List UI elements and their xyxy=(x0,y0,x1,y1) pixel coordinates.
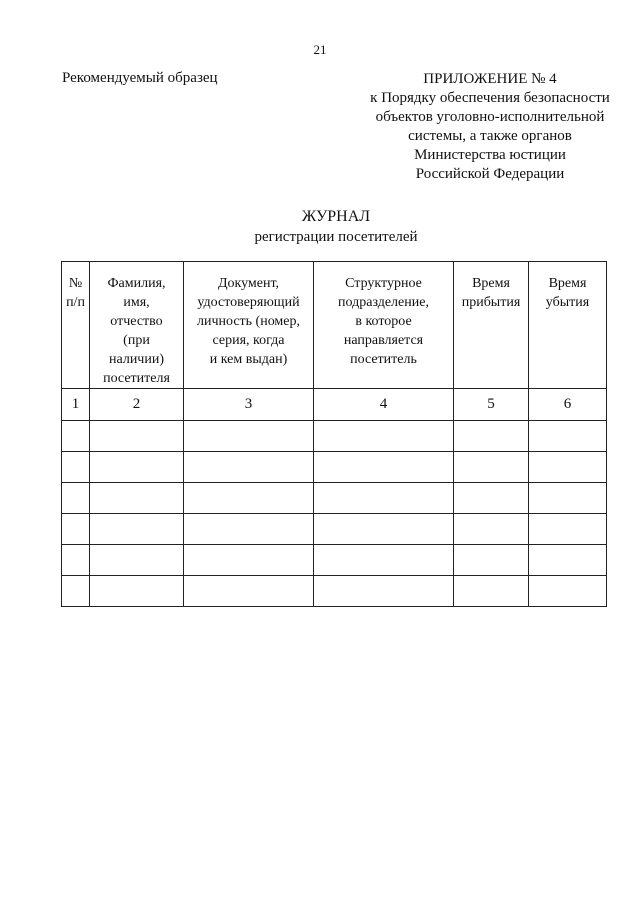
table-cell xyxy=(62,421,90,452)
table-cell xyxy=(62,545,90,576)
header-line: убытия xyxy=(545,295,590,310)
header-line: посетитель xyxy=(350,352,417,367)
appendix-line: объектов уголовно-исполнительной xyxy=(375,109,605,125)
header-line: и кем выдан) xyxy=(209,352,288,367)
column-number: 6 xyxy=(529,389,607,421)
visitors-table xyxy=(61,261,607,607)
header-departure-time xyxy=(529,262,607,389)
table-header-row xyxy=(62,262,607,389)
header-identity-document xyxy=(184,262,314,389)
header-line: (при xyxy=(123,333,150,348)
column-number: 3 xyxy=(184,389,314,421)
table-cell xyxy=(184,421,314,452)
appendix-block xyxy=(340,70,640,184)
page-number: 21 xyxy=(313,42,327,57)
header-line: серия, когда xyxy=(212,333,285,348)
table-cell xyxy=(454,545,529,576)
header-line: имя, xyxy=(123,295,150,310)
table-row xyxy=(62,483,607,514)
table-cell xyxy=(62,514,90,545)
appendix-line: к Порядку обеспечения безопасности xyxy=(370,90,610,106)
table-cell xyxy=(314,452,454,483)
journal-subtitle: регистрации посетителей xyxy=(254,229,418,245)
table-cell xyxy=(184,576,314,607)
header-arrival-time xyxy=(454,262,529,389)
appendix-line: Российской Федерации xyxy=(415,166,565,182)
table-row xyxy=(62,545,607,576)
header-line: отчество xyxy=(110,314,163,329)
sample-label: Рекомендуемый образец xyxy=(62,70,218,86)
table-cell xyxy=(62,483,90,514)
column-number: 4 xyxy=(314,389,454,421)
table-body xyxy=(62,389,607,607)
table-cell xyxy=(184,483,314,514)
header-line: подразделение, xyxy=(338,295,429,310)
table-cell xyxy=(529,483,607,514)
table-cell xyxy=(314,421,454,452)
header-number xyxy=(62,262,90,389)
table-cell xyxy=(529,452,607,483)
table-cell xyxy=(454,576,529,607)
table-row xyxy=(62,452,607,483)
appendix-line: системы, а также органов xyxy=(408,128,572,144)
table-cell xyxy=(62,452,90,483)
table-cell xyxy=(454,483,529,514)
header-line: № xyxy=(68,276,83,291)
table-cell xyxy=(90,452,184,483)
header-line: Структурное xyxy=(345,276,422,291)
table-cell xyxy=(454,421,529,452)
header-line: Фамилия, xyxy=(107,276,166,291)
header-line: прибытия xyxy=(461,295,521,310)
header-line: наличии) xyxy=(109,352,164,367)
table-cell xyxy=(529,421,607,452)
column-number-row xyxy=(62,389,607,421)
header-line: удостоверяющий xyxy=(197,295,300,310)
header-department xyxy=(314,262,454,389)
header-full-name xyxy=(90,262,184,389)
table-row xyxy=(62,576,607,607)
header-line: Время xyxy=(548,276,587,291)
table-cell xyxy=(184,514,314,545)
header-line: направляется xyxy=(343,333,424,348)
column-number: 1 xyxy=(62,389,90,421)
header-line: посетителя xyxy=(103,371,170,386)
header-line: Время xyxy=(472,276,510,291)
table-cell xyxy=(314,514,454,545)
journal-title: ЖУРНАЛ xyxy=(301,208,371,225)
table-cell xyxy=(62,576,90,607)
table-cell xyxy=(529,514,607,545)
table-cell xyxy=(90,514,184,545)
table-cell xyxy=(454,452,529,483)
table-cell xyxy=(454,514,529,545)
table-cell xyxy=(184,452,314,483)
column-number: 2 xyxy=(90,389,184,421)
header-line: личность (номер, xyxy=(196,314,301,329)
table-cell xyxy=(314,483,454,514)
table-cell xyxy=(90,483,184,514)
table-cell xyxy=(529,576,607,607)
table-cell xyxy=(90,576,184,607)
table-cell xyxy=(90,421,184,452)
appendix-title: ПРИЛОЖЕНИЕ № 4 xyxy=(423,71,557,87)
header-line: п/п xyxy=(66,295,85,310)
header-line: в которое xyxy=(355,314,412,329)
table-cell xyxy=(314,545,454,576)
table-cell xyxy=(529,545,607,576)
table-row xyxy=(62,421,607,452)
table-cell xyxy=(314,576,454,607)
column-number: 5 xyxy=(454,389,529,421)
table-row xyxy=(62,514,607,545)
appendix-line: Министерства юстиции xyxy=(414,147,566,163)
table-cell xyxy=(184,545,314,576)
header-line: Документ, xyxy=(217,276,280,291)
table-cell xyxy=(90,545,184,576)
